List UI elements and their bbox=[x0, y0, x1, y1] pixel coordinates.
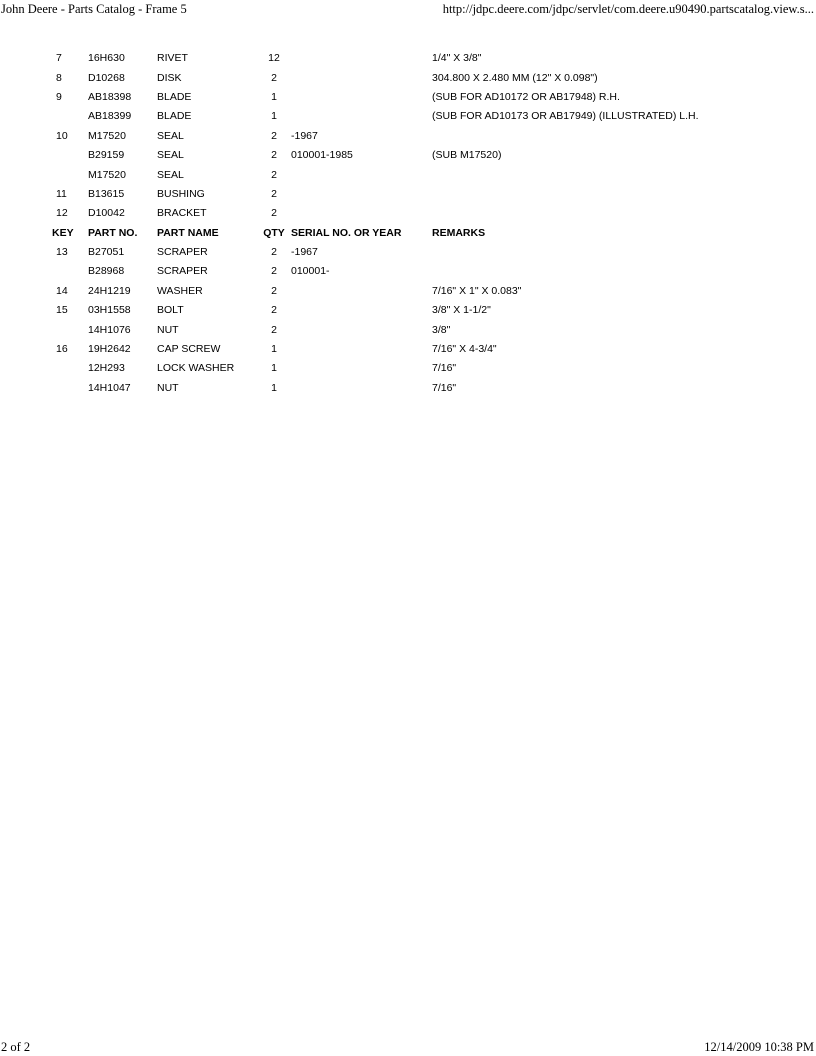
remarks-cell: 304.800 X 2.480 MM (12" X 0.098") bbox=[432, 71, 598, 84]
column-header-part-name: PART NAME bbox=[157, 226, 219, 239]
remarks-cell: 1/4" X 3/8" bbox=[432, 52, 482, 65]
serial-cell bbox=[291, 379, 432, 398]
table-row bbox=[50, 107, 732, 126]
serial-cell: -1967 bbox=[291, 246, 318, 259]
parts-table-body bbox=[50, 49, 732, 398]
part-no-cell: AB18399 bbox=[88, 110, 132, 123]
table-row bbox=[50, 301, 732, 320]
part-no-cell: D10268 bbox=[88, 71, 125, 84]
part-no-cell: M17520 bbox=[88, 129, 126, 142]
column-header-remarks: REMARKS bbox=[432, 226, 486, 239]
part-name-cell: BLADE bbox=[157, 90, 192, 103]
qty-cell: 2 bbox=[271, 246, 277, 259]
qty-cell: 2 bbox=[271, 284, 277, 297]
remarks-cell: 3/8" X 1-1/2" bbox=[432, 304, 491, 317]
qty-cell: 2 bbox=[271, 71, 277, 84]
qty-cell: 2 bbox=[271, 149, 277, 162]
table-row bbox=[50, 262, 732, 281]
part-no-cell: D10042 bbox=[88, 207, 125, 220]
serial-cell bbox=[291, 165, 432, 184]
key-cell: 8 bbox=[56, 71, 62, 84]
part-name-cell: SEAL bbox=[157, 129, 184, 142]
serial-cell bbox=[291, 320, 432, 339]
table-row bbox=[50, 146, 732, 165]
part-no-cell: M17520 bbox=[88, 168, 126, 181]
print-datetime: 12/14/2009 10:38 PM bbox=[704, 1040, 814, 1054]
remarks-cell: (SUB FOR AD10173 OR AB17949) (ILLUSTRATED) L.H. bbox=[432, 110, 699, 123]
remarks-cell: (SUB FOR AD10172 OR AB17948) R.H. bbox=[432, 90, 620, 103]
table-row bbox=[50, 88, 732, 107]
part-name-cell: BLADE bbox=[157, 110, 192, 123]
table-row bbox=[50, 185, 732, 204]
part-name-cell: BRACKET bbox=[157, 207, 207, 220]
serial-cell: 010001- bbox=[291, 265, 330, 278]
remarks-cell: 7/16" X 4-3/4" bbox=[432, 343, 497, 356]
remarks-cell: 7/16" bbox=[432, 381, 457, 394]
part-no-cell: 16H630 bbox=[88, 52, 125, 65]
table-row bbox=[50, 320, 732, 339]
page-title: John Deere - Parts Catalog - Frame 5 bbox=[1, 2, 187, 16]
remarks-cell: 7/16" bbox=[432, 362, 457, 375]
part-no-cell: B28968 bbox=[88, 265, 125, 278]
part-name-cell: DISK bbox=[157, 71, 182, 84]
part-no-cell: 14H1047 bbox=[88, 381, 131, 394]
part-no-cell: B27051 bbox=[88, 246, 125, 259]
part-name-cell: LOCK WASHER bbox=[157, 362, 235, 375]
column-header-serial: SERIAL NO. OR YEAR bbox=[291, 226, 402, 239]
key-cell: 13 bbox=[56, 246, 68, 259]
qty-cell: 2 bbox=[271, 265, 277, 278]
part-no-cell: 24H1219 bbox=[88, 284, 131, 297]
qty-cell: 1 bbox=[271, 362, 277, 375]
qty-cell: 2 bbox=[271, 207, 277, 220]
qty-cell: 1 bbox=[271, 343, 277, 356]
column-header-part-no: PART NO. bbox=[88, 226, 138, 239]
key-cell bbox=[50, 359, 88, 378]
serial-cell bbox=[291, 282, 432, 301]
qty-cell: 2 bbox=[271, 304, 277, 317]
part-name-cell: BUSHING bbox=[157, 187, 205, 200]
key-cell bbox=[50, 107, 88, 126]
serial-cell bbox=[291, 204, 432, 223]
remarks-cell: 3/8" bbox=[432, 323, 451, 336]
qty-cell: 1 bbox=[271, 381, 277, 394]
parts-table bbox=[50, 49, 732, 398]
remarks-cell bbox=[432, 262, 732, 281]
serial-cell bbox=[291, 340, 432, 359]
page-number: 2 of 2 bbox=[1, 1040, 31, 1054]
table-row bbox=[50, 49, 732, 68]
column-header-qty: QTY bbox=[263, 226, 285, 239]
part-no-cell: AB18398 bbox=[88, 90, 132, 103]
column-header-key: KEY bbox=[52, 226, 74, 239]
serial-cell bbox=[291, 301, 432, 320]
serial-cell bbox=[291, 359, 432, 378]
qty-cell: 2 bbox=[271, 168, 277, 181]
part-name-cell: SCRAPER bbox=[157, 246, 208, 259]
table-row bbox=[50, 165, 732, 184]
key-cell bbox=[50, 379, 88, 398]
table-row bbox=[50, 282, 732, 301]
table-row bbox=[50, 243, 732, 262]
table-row bbox=[50, 127, 732, 146]
part-name-cell: RIVET bbox=[157, 52, 188, 65]
remarks-cell bbox=[432, 127, 732, 146]
key-cell: 9 bbox=[56, 90, 62, 103]
table-row bbox=[50, 204, 732, 223]
remarks-cell bbox=[432, 165, 732, 184]
key-cell: 14 bbox=[56, 284, 68, 297]
key-cell: 7 bbox=[56, 52, 62, 65]
key-cell bbox=[50, 320, 88, 339]
part-name-cell: SEAL bbox=[157, 149, 184, 162]
key-cell bbox=[50, 262, 88, 281]
qty-cell: 2 bbox=[271, 187, 277, 200]
part-no-cell: B29159 bbox=[88, 149, 125, 162]
qty-cell: 1 bbox=[271, 110, 277, 123]
serial-cell bbox=[291, 88, 432, 107]
part-no-cell: 03H1558 bbox=[88, 304, 131, 317]
part-no-cell: 14H1076 bbox=[88, 323, 131, 336]
table-row bbox=[50, 359, 732, 378]
part-name-cell: SCRAPER bbox=[157, 265, 208, 278]
remarks-cell: (SUB M17520) bbox=[432, 149, 502, 162]
serial-cell bbox=[291, 107, 432, 126]
part-name-cell: CAP SCREW bbox=[157, 343, 221, 356]
remarks-cell: 7/16" X 1" X 0.083" bbox=[432, 284, 522, 297]
qty-cell: 2 bbox=[271, 129, 277, 142]
key-cell bbox=[50, 146, 88, 165]
part-no-cell: B13615 bbox=[88, 187, 125, 200]
key-cell: 16 bbox=[56, 343, 68, 356]
qty-cell: 1 bbox=[271, 90, 277, 103]
part-no-cell: 12H293 bbox=[88, 362, 125, 375]
remarks-cell bbox=[432, 185, 732, 204]
part-name-cell: SEAL bbox=[157, 168, 184, 181]
key-cell: 11 bbox=[56, 187, 67, 200]
table-row bbox=[50, 379, 732, 398]
key-cell: 10 bbox=[56, 129, 68, 142]
serial-cell: 010001-1985 bbox=[291, 149, 353, 162]
qty-cell: 12 bbox=[268, 52, 280, 65]
key-cell: 15 bbox=[56, 304, 68, 317]
remarks-cell bbox=[432, 243, 732, 262]
page-url: http://jdpc.deere.com/jdpc/servlet/com.deere.u90490.partscatalog.view.s... bbox=[442, 2, 814, 16]
table-row bbox=[50, 68, 732, 87]
part-name-cell: NUT bbox=[157, 323, 179, 336]
part-name-cell: WASHER bbox=[157, 284, 203, 297]
serial-cell bbox=[291, 185, 432, 204]
serial-cell bbox=[291, 49, 432, 68]
serial-cell: -1967 bbox=[291, 129, 318, 142]
remarks-cell bbox=[432, 204, 732, 223]
table-header-row bbox=[50, 224, 732, 243]
key-cell: 12 bbox=[56, 207, 68, 220]
part-no-cell: 19H2642 bbox=[88, 343, 131, 356]
key-cell bbox=[50, 165, 88, 184]
qty-cell: 2 bbox=[271, 323, 277, 336]
part-name-cell: BOLT bbox=[157, 304, 184, 317]
serial-cell bbox=[291, 68, 432, 87]
part-name-cell: NUT bbox=[157, 381, 179, 394]
table-row bbox=[50, 340, 732, 359]
